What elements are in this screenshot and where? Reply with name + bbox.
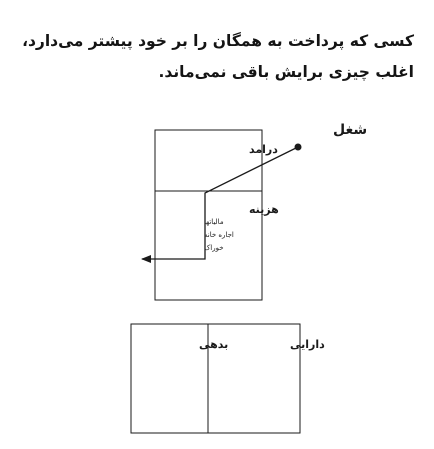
expenses-label: هزینه xyxy=(249,203,279,216)
heading-line-1: کسی که پرداخت به همگان را بر خود پیشتر می‌دارد، xyxy=(22,32,414,50)
liabilities-label: بدهی xyxy=(199,338,229,351)
income-statement-box xyxy=(155,130,262,300)
heading-line-2: اغلب چیزی برایش باقی نمی‌ماند. xyxy=(158,63,414,81)
job-label: شغل xyxy=(333,122,368,138)
expense-item-food: خوراک xyxy=(204,244,224,252)
income-statement-diagram xyxy=(142,122,367,300)
assets-label: دارایی xyxy=(290,338,325,351)
expense-item-taxes: مالیاتها xyxy=(204,218,224,226)
balance-sheet-diagram xyxy=(131,324,325,433)
income-label: درامد xyxy=(249,143,278,156)
expense-item-rent: اجاره خانه xyxy=(204,231,234,239)
